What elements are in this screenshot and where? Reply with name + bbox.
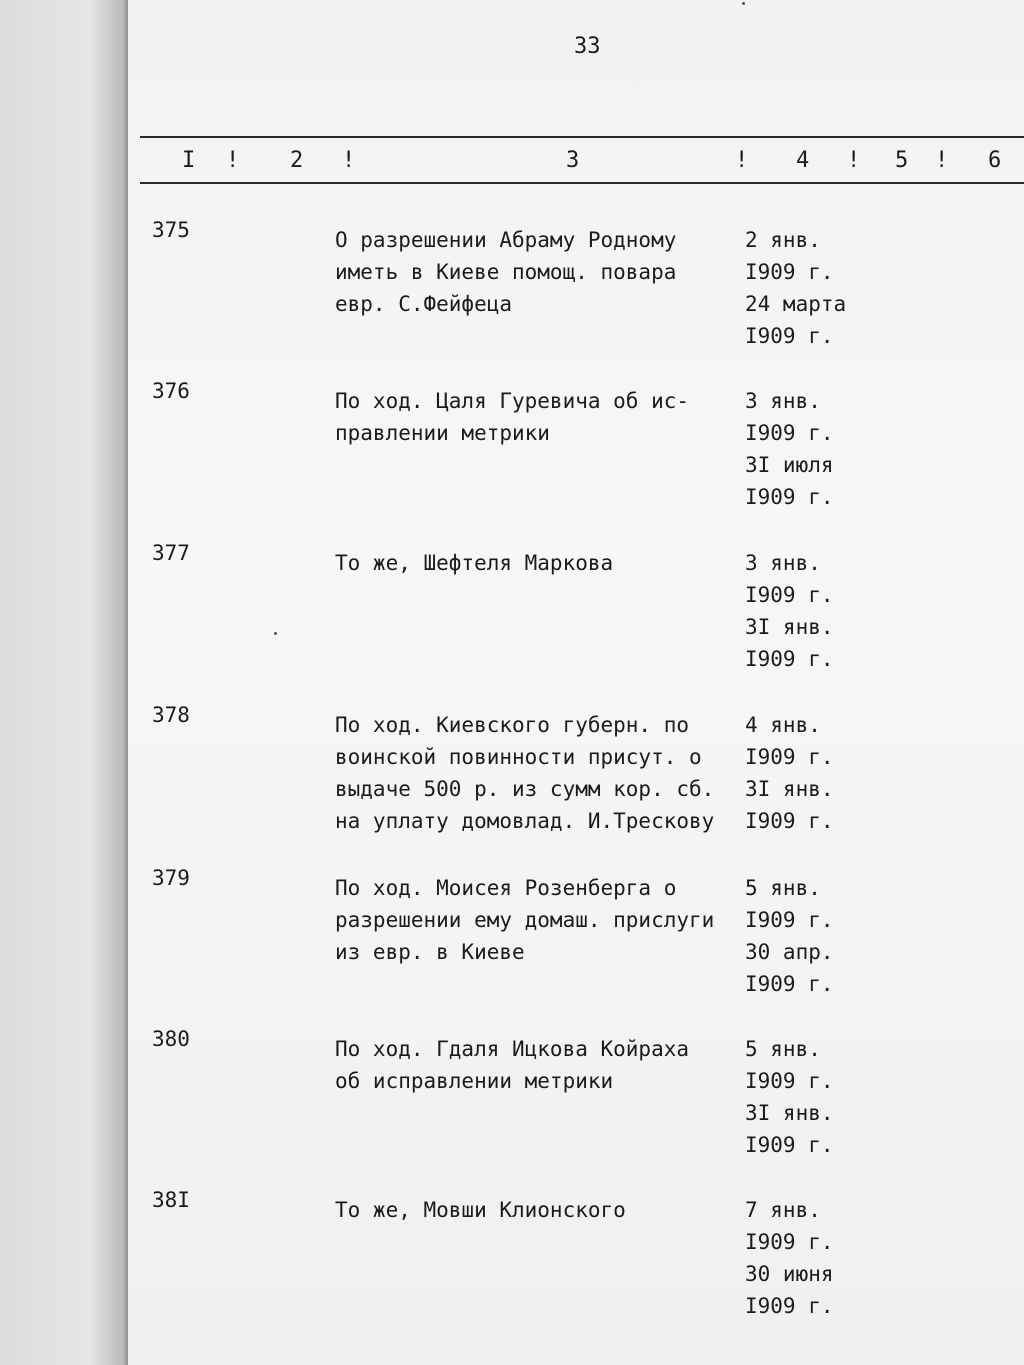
record-number: 377 [152,541,190,565]
record-date-line: I909 г. [745,972,834,996]
record-date-line: 7 янв. [745,1198,821,1222]
column-separator: ! [847,148,861,173]
record-title-line: разрешении ему домаш. прислуги [335,908,715,932]
record-title-line: О разрешении Абраму Родному [335,228,677,252]
record-title [335,224,737,320]
record-title-line: То же, Шефтеля Маркова [335,551,614,575]
record-title-line: на уплату домовлад. И.Трескову [335,809,715,833]
record-date-line: I909 г. [745,583,834,607]
record-number: 375 [152,218,190,242]
record-date-line: I909 г. [745,809,834,833]
record-title-line: По ход. Киевского губерн. по [335,713,690,737]
record-date-line: I909 г. [745,1133,834,1157]
record-number: 376 [152,379,190,403]
record-dates [745,872,875,1000]
record-date-line: 5 янв. [745,1037,821,1061]
record-title [335,1033,737,1097]
record-380 [0,1027,1024,1177]
record-title-line: иметь в Киеве помощ. повара [335,260,677,284]
paper-speck [274,632,277,635]
record-date-line: I909 г. [745,745,834,769]
column-header-1: I [182,148,196,173]
column-separator: ! [342,148,356,173]
header-rule-bottom [140,182,1024,184]
record-number: 380 [152,1027,190,1051]
record-title-line: По ход. Цаля Гуревича об ис- [335,389,690,413]
record-date-line: 3 янв. [745,551,821,575]
record-dates [745,385,875,513]
record-date-line: I909 г. [745,647,834,671]
record-date-line: 3 янв. [745,389,821,413]
column-header-3: 3 [566,148,580,173]
record-date-line: I909 г. [745,421,834,445]
record-title [335,872,737,968]
record-date-line: 30 апр. [745,940,834,964]
record-date-line: 4 янв. [745,713,821,737]
record-title-line: То же, Мовши Клионского [335,1198,626,1222]
record-date-line: 3I янв. [745,777,834,801]
page-number: 33 [574,34,601,59]
record-date-line: 5 янв. [745,876,821,900]
record-title-line: По ход. Гдаля Ицкова Койраха [335,1037,690,1061]
record-number: 378 [152,703,190,727]
record-date-line: I909 г. [745,1069,834,1093]
record-date-line: 30 июня [745,1262,834,1286]
record-date-line: I909 г. [745,908,834,932]
record-title-line: выдаче 500 р. из сумм кор. сб. [335,777,715,801]
record-title-line: из евр. в Киеве [335,940,525,964]
record-date-line: 24 марта [745,292,847,316]
record-title-line: воинской повинности присут. о [335,745,702,769]
record-381 [0,1188,1024,1338]
record-date-line: I909 г. [745,260,834,284]
column-header-4: 4 [796,148,810,173]
record-title [335,385,737,449]
record-title-line: об исправлении метрики [335,1069,614,1093]
record-dates [745,224,875,352]
column-separator: ! [226,148,240,173]
record-number: 38I [152,1188,190,1212]
record-379 [0,866,1024,1016]
record-378 [0,703,1024,853]
record-dates [745,709,875,837]
record-date-line: 2 янв. [745,228,821,252]
record-date-line: 3I янв. [745,1101,834,1125]
record-date-line: I909 г. [745,1230,834,1254]
record-number: 379 [152,866,190,890]
record-date-line: 3I июля [745,453,834,477]
record-date-line: 3I янв. [745,615,834,639]
record-date-line: I909 г. [745,324,834,348]
record-377 [0,541,1024,691]
column-header-6: 6 [988,148,1002,173]
column-header-5: 5 [895,148,909,173]
column-header-2: 2 [290,148,304,173]
record-376 [0,379,1024,529]
record-dates [745,547,875,675]
record-title [335,709,737,837]
record-date-line: I909 г. [745,1294,834,1318]
record-375 [0,218,1024,368]
record-title-line: правлении метрики [335,421,550,445]
record-title-line: евр. С.Фейфеца [335,292,513,316]
record-title [335,1194,737,1226]
paper-speck [742,2,745,5]
header-rule-top [140,136,1024,138]
record-title-line: По ход. Моисея Розенберга о [335,876,677,900]
column-separator: ! [735,148,749,173]
record-date-line: I909 г. [745,485,834,509]
record-title [335,547,737,579]
record-dates [745,1033,875,1161]
column-separator: ! [935,148,949,173]
record-dates [745,1194,875,1322]
